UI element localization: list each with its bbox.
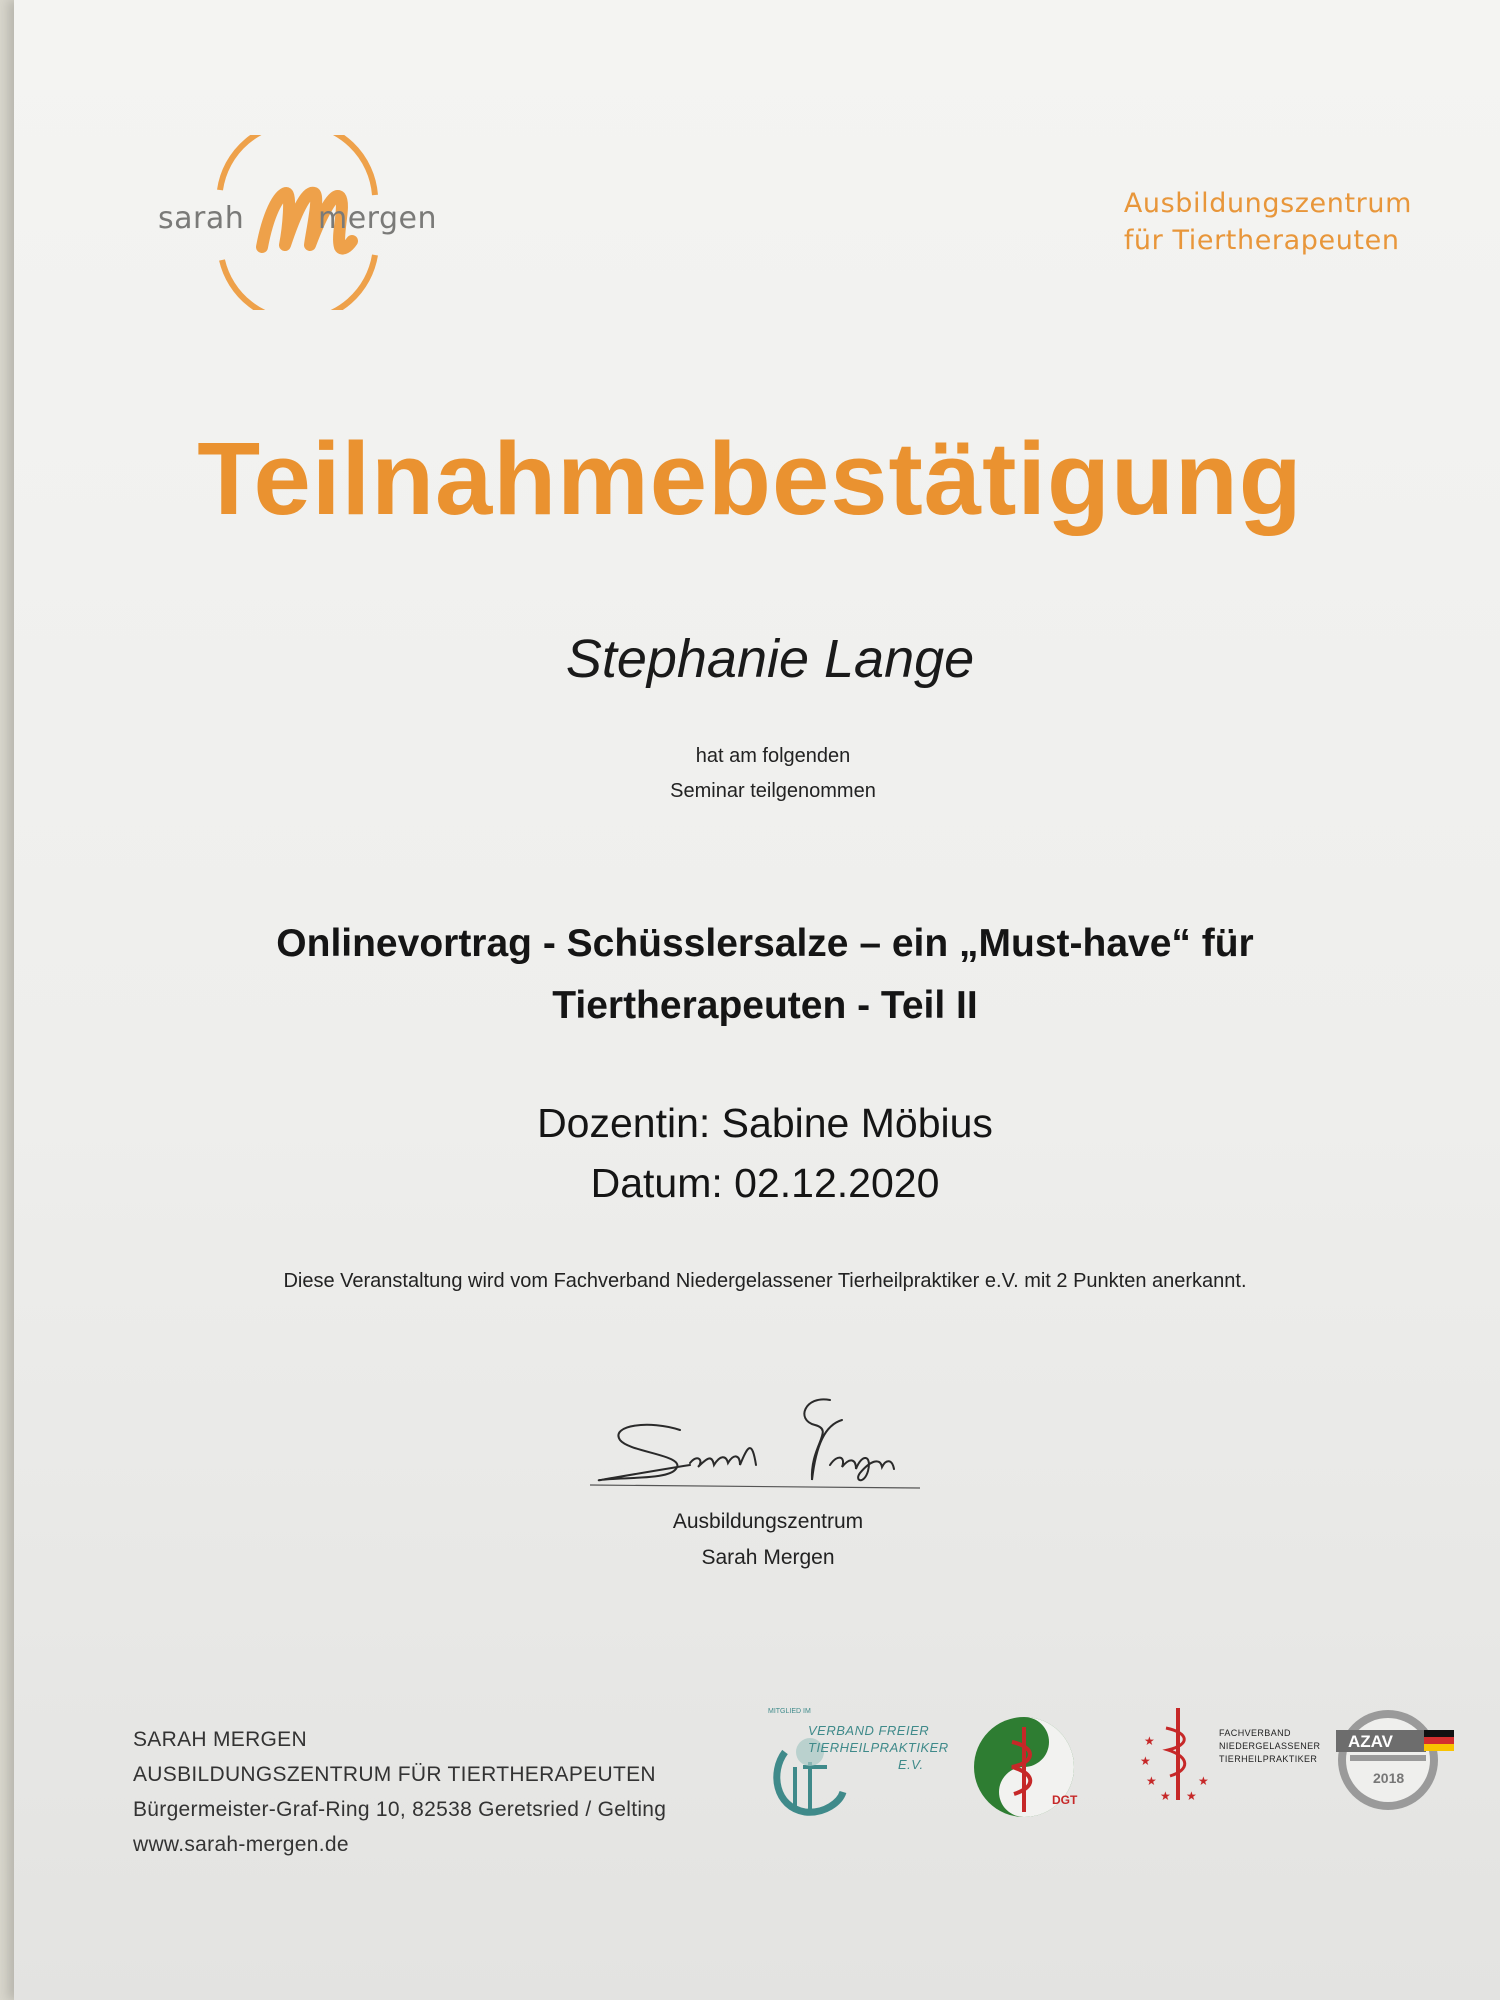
azav-badge-logo <box>1328 1705 1458 1815</box>
footer-line-1: SARAH MERGEN <box>133 1728 307 1751</box>
svg-text:★: ★ <box>1186 1789 1197 1803</box>
fnt-badge-text <box>1219 1727 1320 1766</box>
intro-line-1: hat am folgenden <box>695 745 851 767</box>
org-line-1: Ausbildungszentrum <box>1123 188 1412 219</box>
intro-line-2: Seminar teilgenommen <box>670 780 876 802</box>
vft-line-3: E.V. <box>898 1757 924 1772</box>
participant-name: Stephanie Lange <box>565 629 975 689</box>
footer-address <box>133 1722 666 1862</box>
svg-text:★: ★ <box>1198 1774 1209 1788</box>
vft-badge-top-text: MITGLIED IM <box>768 1708 811 1715</box>
seminar-title-line-2: Tiertherapeuten - Teil II <box>552 984 978 1027</box>
fnt-badge-logo <box>1138 1700 1218 1810</box>
svg-text:★: ★ <box>1144 1734 1155 1748</box>
fnt-line-3: TIERHEILPRAKTIKER <box>1219 1754 1318 1764</box>
lecturer: Dozentin: Sabine Möbius <box>537 1100 993 1146</box>
svg-text:★: ★ <box>1160 1789 1171 1803</box>
signature-caption-line-2: Sarah Mergen <box>701 1546 835 1569</box>
handwritten-signature <box>580 1385 960 1495</box>
dgt-label: DGT <box>1052 1793 1078 1807</box>
seminar-title-line-1: Onlinevortrag - Schüsslersalze – ein „Must-have“ für <box>276 922 1254 965</box>
date: Datum: 02.12.2020 <box>590 1160 940 1206</box>
svg-text:★: ★ <box>1140 1754 1151 1768</box>
vft-badge-text <box>808 1722 949 1773</box>
azav-year: 2018 <box>1373 1770 1405 1786</box>
footer-url: www.sarah-mergen.de <box>133 1833 349 1856</box>
logo-word-sarah: sarah <box>158 201 245 236</box>
recognition-note: Diese Veranstaltung wird vom Fachverband Niedergelassener Tierheilpraktiker e.V. mit 2 Punkten anerkannt. <box>283 1270 1247 1292</box>
azav-label: AZAV <box>1348 1732 1394 1751</box>
org-line-2: für Tiertherapeuten <box>1123 225 1400 256</box>
vft-line-2: TIERHEILPRAKTIKER <box>808 1740 949 1755</box>
org-name <box>1124 185 1412 259</box>
signature-caption-line-1: Ausbildungszentrum <box>672 1510 864 1533</box>
svg-text:★: ★ <box>1146 1774 1157 1788</box>
footer-line-3: Bürgermeister-Graf-Ring 10, 82538 Geretsried / Gelting <box>133 1798 667 1821</box>
fnt-line-2: NIEDERGELASSENER <box>1219 1741 1321 1751</box>
vft-line-1: VERBAND FREIER <box>808 1723 930 1738</box>
fnt-line-1: FACHVERBAND <box>1219 1728 1291 1738</box>
sarah-mergen-logo <box>150 135 438 310</box>
logo-word-mergen: mergen <box>318 201 438 236</box>
dgt-badge-logo <box>972 1712 1087 1822</box>
footer-line-2: AUSBILDUNGSZENTRUM FÜR TIERTHERAPEUTEN <box>133 1763 656 1786</box>
certificate-title: Teilnahmebestätigung <box>197 421 1303 536</box>
seminar-title <box>0 913 1500 1037</box>
